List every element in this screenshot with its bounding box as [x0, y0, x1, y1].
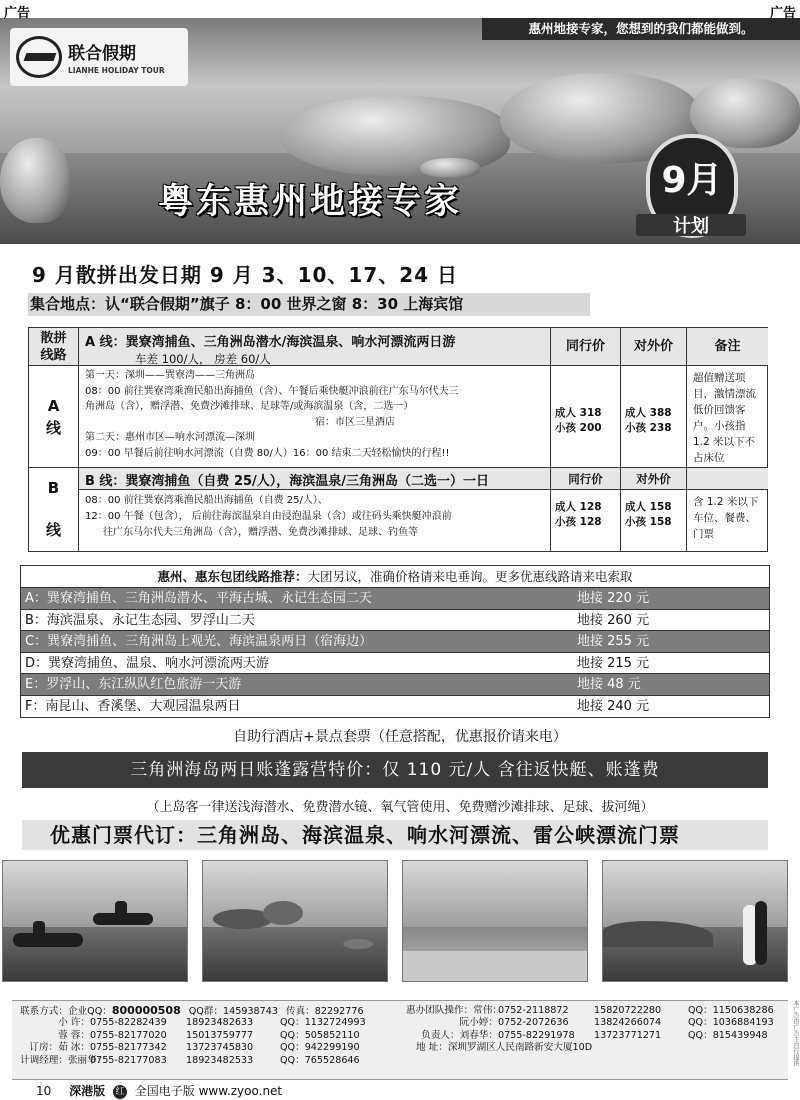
route-b-peer-head: 同行价: [551, 468, 620, 490]
route-a-line-3: 角洲岛（含），赠浮潜、免费沙滩排球、足球等/或海滨温泉（含，二选一）: [85, 401, 414, 412]
rock-left: [0, 138, 70, 223]
hero-banner: [0, 18, 800, 244]
package-row: B：海滨温泉、永记生态园、罗浮山二天 地接 260 元: [21, 610, 769, 632]
route-b-side: [29, 468, 79, 551]
edition-label: 深港版: [69, 1084, 106, 1098]
photo-rocks: [202, 860, 388, 982]
contact-line: 阮小婷：0752-2072636 13824266074 QQ：1036884193: [459, 1017, 774, 1029]
route-b-peer-child: 小孩 128: [555, 516, 602, 528]
route-a-line-6: 09：00 早餐后前往响水河漂流（自费 80/人）16：00 结束二天轻松愉快的行程!!: [85, 447, 450, 459]
contact-left: [20, 1005, 410, 1067]
meeting-point: 集合地点：认“联合假期”旗子 8：00 世界之窗 8：30 上海宾馆: [28, 293, 590, 316]
route-b-line-char: 线: [45, 521, 61, 539]
page-number: 10: [36, 1084, 52, 1098]
page-footer: [0, 1082, 800, 1100]
route-b-public-head: 对外价: [621, 468, 686, 490]
contact-line: 蓉 蓉：0755-82177020 15013759777 QQ：505852110: [58, 1029, 360, 1041]
contact-line: 惠办团队操作：常伟：0752-2118872 15820722280 QQ：1150638286: [406, 1005, 774, 1016]
route-a-peer-col: [550, 328, 620, 467]
public-price-head: 对外价: [621, 328, 686, 366]
package-row: C：巽寮湾捕鱼、三角洲岛上观光、海滨温泉两日（宿海边） 地接 255 元: [21, 631, 769, 653]
route-a-peer-child: 小孩 200: [555, 422, 602, 434]
route-a-peer-adult: 成人 318: [555, 407, 602, 419]
route-head-label: 散拼 线路: [29, 328, 78, 366]
logo-mark-icon: [16, 36, 62, 78]
route-a-line-1: 第一天：深圳——巽寮湾——三角洲岛: [85, 370, 255, 381]
site-link[interactable]: 全国电子版 www.zyoo.net: [134, 1084, 283, 1098]
package-row: D：巽寮湾捕鱼、温泉、响水河漂流两天游 地接 215 元: [21, 653, 769, 675]
route-a-main: [79, 328, 550, 467]
ad-tag-right: 广告: [769, 6, 796, 21]
route-b-letter: B: [47, 479, 60, 497]
route-b-peer-adult: 成人 128: [555, 501, 602, 513]
route-a-block: [28, 327, 768, 468]
route-a-public-child: 小孩 238: [625, 422, 672, 434]
package-list: [20, 565, 770, 718]
company-logo: [10, 28, 188, 86]
route-b-title: B 线：巽寮湾捕鱼（自费 25/人），海滨温泉/三角洲岛（二选一）一日: [85, 474, 490, 489]
route-a-line-4: 宿：市区三星酒店: [315, 416, 395, 428]
departure-dates: 9 月散拼出发日期 9 月 3、10、17、24 日: [32, 263, 459, 287]
remarks-head: 备注: [687, 328, 768, 366]
side-note: 本广告由广告主自行提供: [792, 1000, 799, 1066]
ad-tag-left: 广告: [4, 6, 31, 21]
route-a-note: 超值赠送项目，激情漂流低价回馈客户。小孩指 1.2 米以下不占床位: [693, 372, 756, 464]
route-b-block: [28, 468, 768, 552]
route-a-public-col: [620, 328, 686, 467]
peer-price-head: 同行价: [551, 328, 620, 366]
package-row: A：巽寮湾捕鱼、三角洲岛潜水、平海古城、永记生态园二天 地接 220 元: [21, 588, 769, 610]
contact-line: 小 许：0755-82282439 18923482633 QQ：1132724993: [58, 1017, 366, 1029]
photo-couple: [602, 860, 788, 982]
route-b-line-3: 往广东马尔代夫三角洲岛（含），赠浮潜、免费沙滩排球、足球、钓鱼等: [103, 527, 418, 538]
route-a-side: [29, 328, 79, 467]
route-a-line-char: 线: [45, 418, 61, 437]
logo-name-cn: 联合假期: [68, 44, 136, 64]
route-b-note: 含 1.2 米以下车位、餐费、门票: [693, 496, 759, 540]
contact-panel: [12, 1000, 788, 1080]
package-row: F：南昆山、香溪堡、大观园温泉两日 地接 240 元: [25, 698, 650, 714]
island-perks: （上岛客一律送浅海潜水、免费潜水镜、氧气管使用、免费赠沙滩排球、足球、拔河绳）: [146, 800, 654, 815]
route-a-line-5: 第二天：惠州市区—响水河漂流—深圳: [85, 432, 255, 443]
route-b-line-2: 12：00 午餐（包含）， 后前往海滨温泉自由浸泡温泉（含）或往码头乘快艇冲浪前: [85, 511, 452, 522]
route-a-title: A 线：巽寮湾捕鱼、三角洲岛潜水/海滨温泉、响水河漂流两日游: [85, 335, 456, 350]
route-a-line-2: 08：00 前往巽寮湾乘渔民船出海捕鱼（含）、午餐后乘快艇冲浪前往广东马尔代夫三: [85, 385, 459, 397]
slogan-bar: 惠州地接专家，您想到的我们都能做到。: [482, 18, 800, 40]
package-row: E：罗浮山、东江纵队红色旅游一天游 地接 48 元: [21, 674, 769, 696]
route-b-line-1: 08：00 前往巽寮湾乘渔民船出海捕鱼（自费 25/人）、: [85, 495, 328, 506]
contact-line: 订房：茹 冰：0755-82177342 13723745830 QQ：942299190: [29, 1042, 360, 1054]
contact-line: 计调经理：张丽华：0755-82177083 18923482533 QQ：765528646: [20, 1054, 360, 1066]
route-b-public-adult: 成人 158: [625, 501, 672, 513]
badge-month: 9月: [661, 160, 723, 201]
photo-beach: [402, 860, 588, 982]
month-badge: [636, 126, 746, 244]
route-b-public-col: [620, 468, 686, 551]
custom-trip-note: 自助行酒店+景点套票（任意搭配，优惠报价请来电）: [233, 729, 567, 745]
route-a-note-col: [686, 328, 768, 467]
badge-plan: 计划: [673, 216, 709, 237]
contact-right: [406, 1005, 788, 1055]
route-b-note-col: [686, 468, 768, 551]
contact-line: 负责人：刘春华：0755-82291978 13723771271 QQ：815439948: [421, 1029, 768, 1041]
ticket-service: 优惠门票代订：三角洲岛、海滨温泉、响水河漂流、雷公峡漂流门票: [22, 820, 768, 850]
logo-name-en: LIANHE HOLIDAY TOUR: [68, 66, 165, 75]
contact-line: 联系方式：企业QQ：800000508 QQ群：145938743 传真：82292776: [20, 1004, 364, 1017]
contact-address: 地 址：深圳罗湖区人民南路新安大厦10D: [416, 1042, 593, 1054]
route-b-peer-col: [550, 468, 620, 551]
photo-jetski: [2, 860, 188, 982]
newspaper-logo-icon: 红: [113, 1085, 127, 1099]
route-b-public-child: 小孩 158: [625, 516, 672, 528]
headline: 粤东惠州地接专家: [158, 182, 463, 222]
route-a-public-adult: 成人 388: [625, 407, 672, 419]
route-b-main: [79, 468, 550, 551]
camping-offer: 三角洲海岛两日账蓬露营特价：仅 110 元/人 含往返快艇、账蓬费: [22, 752, 768, 788]
package-heading: 惠州、惠东包团线路推荐：大团另议，准确价格请来电垂询。更多优惠线路请来电索取: [21, 566, 769, 588]
route-a-letter: A: [47, 396, 60, 415]
route-a-subtitle: 车差 100/人， 房差 60/人: [135, 352, 271, 366]
